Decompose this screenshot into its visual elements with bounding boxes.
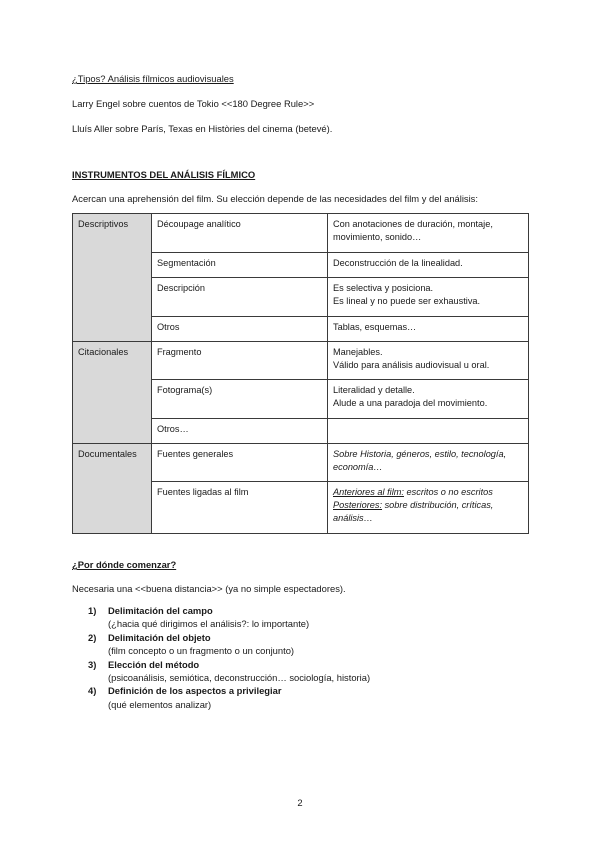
description-cell: Tablas, esquemas…: [328, 317, 529, 342]
tool-cell: Otros…: [152, 419, 328, 444]
list-item: [88, 684, 370, 711]
table-row: [73, 342, 529, 380]
tool-cell: Segmentación: [152, 253, 328, 278]
table-row: [73, 214, 529, 253]
description-cell: Sobre Historia, géneros, estilo, tecnología, economía…: [328, 444, 529, 482]
step-title: Delimitación del objeto: [108, 631, 211, 643]
page-number: 2: [297, 797, 303, 808]
tipos-heading: ¿Tipos? Análisis fílmicos audiovisuales: [72, 73, 234, 84]
tool-cell: Fuentes ligadas al film: [152, 482, 328, 534]
instrumentos-heading: INSTRUMENTOS DEL ANÁLISIS FÍLMICO: [72, 169, 256, 180]
category-citacionales: Citacionales: [73, 342, 152, 444]
list-item: [88, 631, 370, 658]
description-cell: [328, 419, 529, 444]
tool-cell: Fragmento: [152, 342, 328, 380]
step-title: Elección del método: [108, 658, 200, 670]
tool-cell: Découpage analítico: [152, 214, 328, 253]
tool-cell: Fotograma(s): [152, 380, 328, 419]
tool-cell: Fuentes generales: [152, 444, 328, 482]
tipos-example-aller: Lluís Aller sobre París, Texas en Històries del cinema (betevé).: [72, 123, 333, 134]
step-number: 2): [88, 631, 97, 643]
step-number: 1): [88, 605, 97, 616]
instrumentos-intro: Acercan una aprehensión del film. Su elección depende de las necesidades del film y del análisis:: [72, 193, 478, 204]
description-line: Válido para análisis audiovisual u oral.: [333, 360, 490, 370]
description-cell: Deconstrucción de la linealidad.: [328, 253, 529, 278]
tool-cell: Descripción: [152, 278, 328, 317]
step-detail: (qué elementos analizar): [108, 698, 212, 710]
list-item: [88, 604, 370, 631]
step-number: 4): [88, 685, 97, 697]
step-detail: (film concepto o un fragmento o un conjunto): [108, 645, 295, 657]
list-item: [88, 658, 370, 685]
step-detail: (psicoanálisis, semiótica, deconstrucción… sociología, historia): [108, 672, 371, 684]
comenzar-heading: ¿Por dónde comenzar?: [72, 559, 177, 570]
step-number: 3): [88, 658, 97, 670]
description-line: Es selectiva y posiciona.: [333, 283, 434, 293]
source-label-anteriores: Anteriores al film:: [333, 487, 404, 497]
step-title: Delimitación del campo: [108, 605, 213, 616]
description-line: Literalidad y detalle.: [333, 385, 415, 395]
source-label-posteriores: Posteriores:: [333, 500, 383, 510]
step-detail: (¿hacia qué dirigimos el análisis?: lo importante): [108, 618, 310, 630]
category-documentales: Documentales: [73, 444, 152, 534]
step-title: Definición de los aspectos a privilegiar: [108, 685, 282, 697]
description-line: Manejables.: [333, 347, 383, 357]
description-line: Es lineal y no puede ser exhaustiva.: [333, 296, 481, 306]
source-text-anteriores: escritos o no escritos: [403, 487, 493, 497]
table-row: [73, 444, 529, 482]
tool-cell: Otros: [152, 317, 328, 342]
description-cell: [328, 278, 529, 317]
description-cell: [328, 380, 529, 419]
description-cell: [328, 482, 529, 534]
comenzar-intro: Necesaria una <<buena distancia>> (ya no simple espectadores).: [72, 583, 346, 594]
description-cell: Con anotaciones de duración, montaje, movimiento, sonido…: [328, 214, 529, 253]
category-descriptivos: Descriptivos: [73, 214, 152, 342]
instruments-table: [72, 213, 529, 534]
source-text-posteriores: sobre distribución, críticas, análisis…: [333, 500, 494, 523]
description-line: Alude a una paradoja del movimiento.: [333, 398, 488, 408]
tipos-example-engel: Larry Engel sobre cuentos de Tokio <<180 Degree Rule>>: [72, 98, 315, 109]
description-cell: [328, 342, 529, 380]
steps-list: [88, 604, 370, 711]
